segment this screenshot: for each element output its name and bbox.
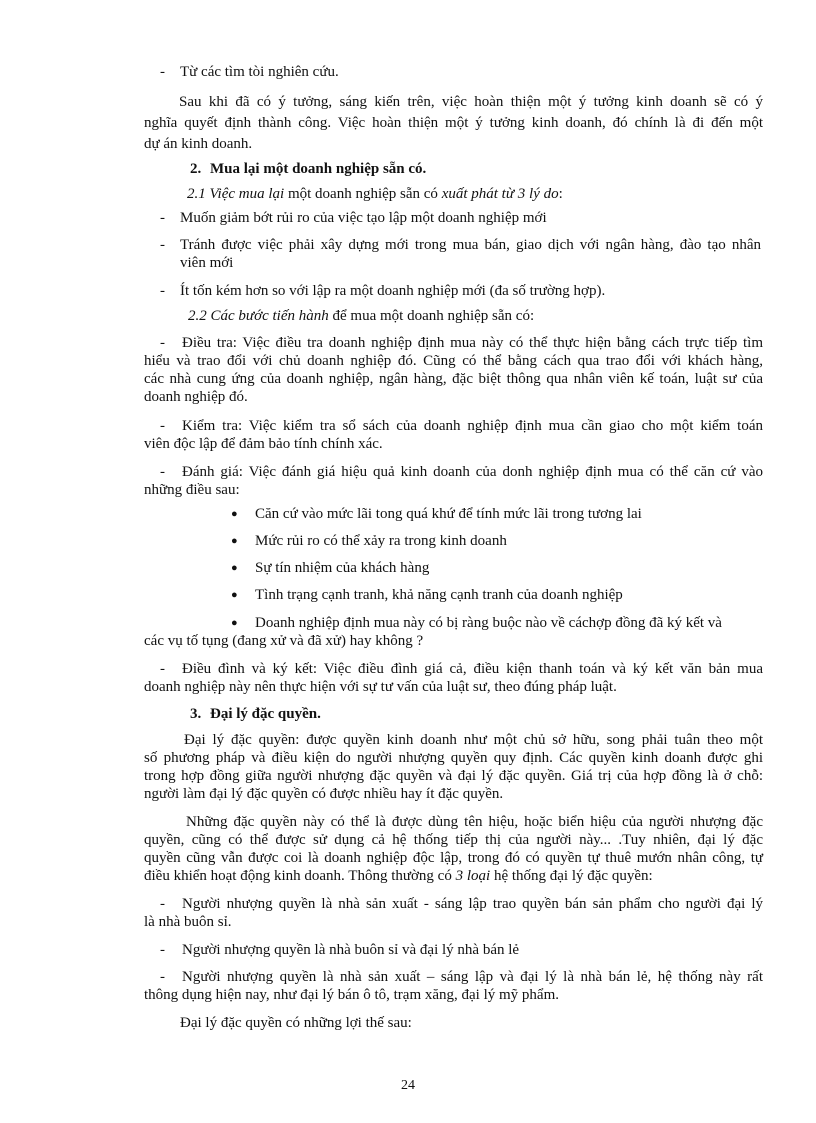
dash-marker: - <box>160 896 165 912</box>
type-item-cont: là nhà buôn sỉ. <box>144 914 232 930</box>
reason-item-cont: viên mới <box>180 255 234 271</box>
bullet-text: Từ các tìm tòi nghiên cứu. <box>180 64 339 80</box>
step-line: doanh nghiệp này nên thực hiện với sự tư vấn của luật sư, theo đúng pháp luật. <box>144 679 617 695</box>
subheading-text: để mua một doanh nghiệp sẵn có: <box>328 308 535 324</box>
type-item-cont: thông dụng hiện nay, như đại lý bán ô tô, trạm xăng, đại lý mỹ phẩm. <box>144 987 560 1003</box>
dash-marker: - <box>160 335 165 351</box>
reason-item: Muốn giảm bớt rủi ro của việc tạo lập một doanh nghiệp mới <box>180 210 547 226</box>
step-line: viên độc lập để đảm bảo tính chính xác. <box>144 436 383 452</box>
step-line: những điều sau: <box>144 482 240 498</box>
dash-marker: - <box>160 64 165 80</box>
section-number: 2. <box>190 161 202 177</box>
paragraph-line: quyền cũng vẫn được coi là doanh nghiệp độc lập, trong đó có quyền tự thuê mướn nhân công, tự <box>144 850 763 866</box>
subheading-italic: 2.1 Việc mua lại <box>187 186 285 202</box>
subheading-text: một doanh nghiệp sẵn có <box>284 186 442 202</box>
paragraph-text: điều khiển hoạt động kinh doanh. Thông thường có <box>144 868 456 884</box>
bullet-dot: ● <box>231 589 238 601</box>
paragraph-line: dự án kinh doanh. <box>144 136 253 152</box>
dash-marker: - <box>160 283 165 299</box>
criteria-item: Doanh nghiệp định mua này có bị ràng buộc nào về cáchợp đồng đã ký kết và <box>255 615 722 631</box>
paragraph-line: người làm đại lý đặc quyền có được nhiều hay ít đặc quyền. <box>144 786 504 802</box>
dash-marker: - <box>160 661 165 677</box>
criteria-item: Sự tín nhiệm của khách hàng <box>255 560 430 576</box>
step-line: Điều đình và ký kết: Việc điều đình giá cả, điều kiện thanh toán và ký kết văn bản mua <box>182 661 763 677</box>
dash-marker: - <box>160 418 165 434</box>
step-line: hiểu và trao đổi với chủ doanh nghiệp đó. Cũng có thể bằng cách qua trao đổi với khách hàng, <box>144 353 763 369</box>
type-item: Người nhượng quyền là nhà buôn sỉ và đại lý nhà bán lẻ <box>182 942 520 958</box>
paragraph-line: Đại lý đặc quyền: được quyền kinh doanh như một chủ sở hữu, song phải tuân theo một <box>184 732 763 748</box>
step-line: doanh nghiệp đó. <box>144 389 248 405</box>
type-item: Người nhượng quyền là nhà sản xuất - sáng lập trao quyền bán sản phẩm cho người đại lý <box>182 896 763 912</box>
paragraph-line <box>144 867 653 885</box>
criteria-item: Căn cứ vào mức lãi tong quá khứ để tính mức lãi trong tương lai <box>255 506 642 522</box>
subheading-text: : <box>558 186 563 202</box>
type-item: Người nhượng quyền là nhà sản xuất – sáng lập và đại lý là nhà bán lẻ, hệ thống này rất <box>182 969 763 985</box>
dash-marker: - <box>160 942 165 958</box>
step-line: Đánh giá: Việc đánh giá hiệu quả kinh doanh của donh nghiệp định mua có thể căn cứ vào <box>182 464 763 480</box>
step-line: Điều tra: Việc điều tra doanh nghiệp định mua này có thể thực hiện bằng cách trực tiếp tìm <box>182 335 763 351</box>
subheading-italic: xuất phát từ 3 lý do <box>441 186 559 202</box>
reason-item: Ít tốn kém hơn so với lập ra một doanh nghiệp mới (đa số trường hợp). <box>180 283 606 299</box>
bullet-dot: ● <box>231 508 238 520</box>
paragraph-line: nghĩa quyết định thành công. Việc hoàn thiện một ý tưởng kinh doanh, đó chính là đi đến một <box>144 115 763 131</box>
dash-marker: - <box>160 210 165 226</box>
paragraph-line: quyền, cũng có thể được sử dụng cả hệ thống tiếp thị của người này... .Tuy nhiên, đại lý đặc <box>144 832 763 848</box>
section-number: 3. <box>190 706 202 722</box>
paragraph-italic: 3 loại <box>455 868 491 884</box>
dash-marker: - <box>160 237 165 253</box>
paragraph-line: Những đặc quyền này có thể là được dùng tên hiệu, hoặc biển hiệu của người nhượng đặc <box>186 814 763 830</box>
closing-line: Đại lý đặc quyền có những lợi thế sau: <box>180 1015 412 1031</box>
paragraph-line: số phương pháp và điều kiện do người nhượng quyền quy định. Các quyền kinh doanh được ghi <box>144 750 763 766</box>
step-line: Kiểm tra: Việc kiểm tra sổ sách của doanh nghiệp định mua cần giao cho một kiểm toán <box>182 418 763 434</box>
bullet-dot: ● <box>231 535 238 547</box>
bullet-dot: ● <box>231 617 238 629</box>
paragraph-text: hệ thống đại lý đặc quyền: <box>490 868 653 884</box>
subheading-italic: 2.2 Các bước tiến hành <box>188 308 329 324</box>
paragraph-line: Sau khi đã có ý tưởng, sáng kiến trên, việc hoàn thiện một ý tưởng kinh doanh sẽ có ý <box>179 94 763 110</box>
bullet-dot: ● <box>231 562 238 574</box>
paragraph-line: trong hợp đồng giữa người nhượng đặc quyền và đại lý đặc quyền. Giá trị của hợp đồng là ở chỗ: <box>144 768 763 784</box>
page-number: 24 <box>401 1078 415 1093</box>
reason-item: Tránh được việc phải xây dựng mới trong mua bán, giao dịch với ngân hàng, đào tạo nhân <box>180 237 761 253</box>
section-heading: Đại lý đặc quyền. <box>210 706 321 722</box>
criteria-item: Mức rủi ro có thể xảy ra trong kinh doanh <box>255 533 507 549</box>
subheading-line <box>187 185 563 203</box>
dash-marker: - <box>160 464 165 480</box>
subheading-line <box>188 307 534 325</box>
dash-marker: - <box>160 969 165 985</box>
section-heading: Mua lại một doanh nghiệp sẵn có. <box>210 161 427 177</box>
criteria-item: Tình trạng cạnh tranh, khả năng cạnh tranh của doanh nghiệp <box>255 587 623 603</box>
step-line: các nhà cung ứng của doanh nghiệp, ngân hàng, đặc biệt thông qua nhân viên kế toán, luật sư của <box>144 371 763 387</box>
criteria-item-cont: các vụ tố tụng (đang xử và đã xử) hay không ? <box>144 633 424 649</box>
